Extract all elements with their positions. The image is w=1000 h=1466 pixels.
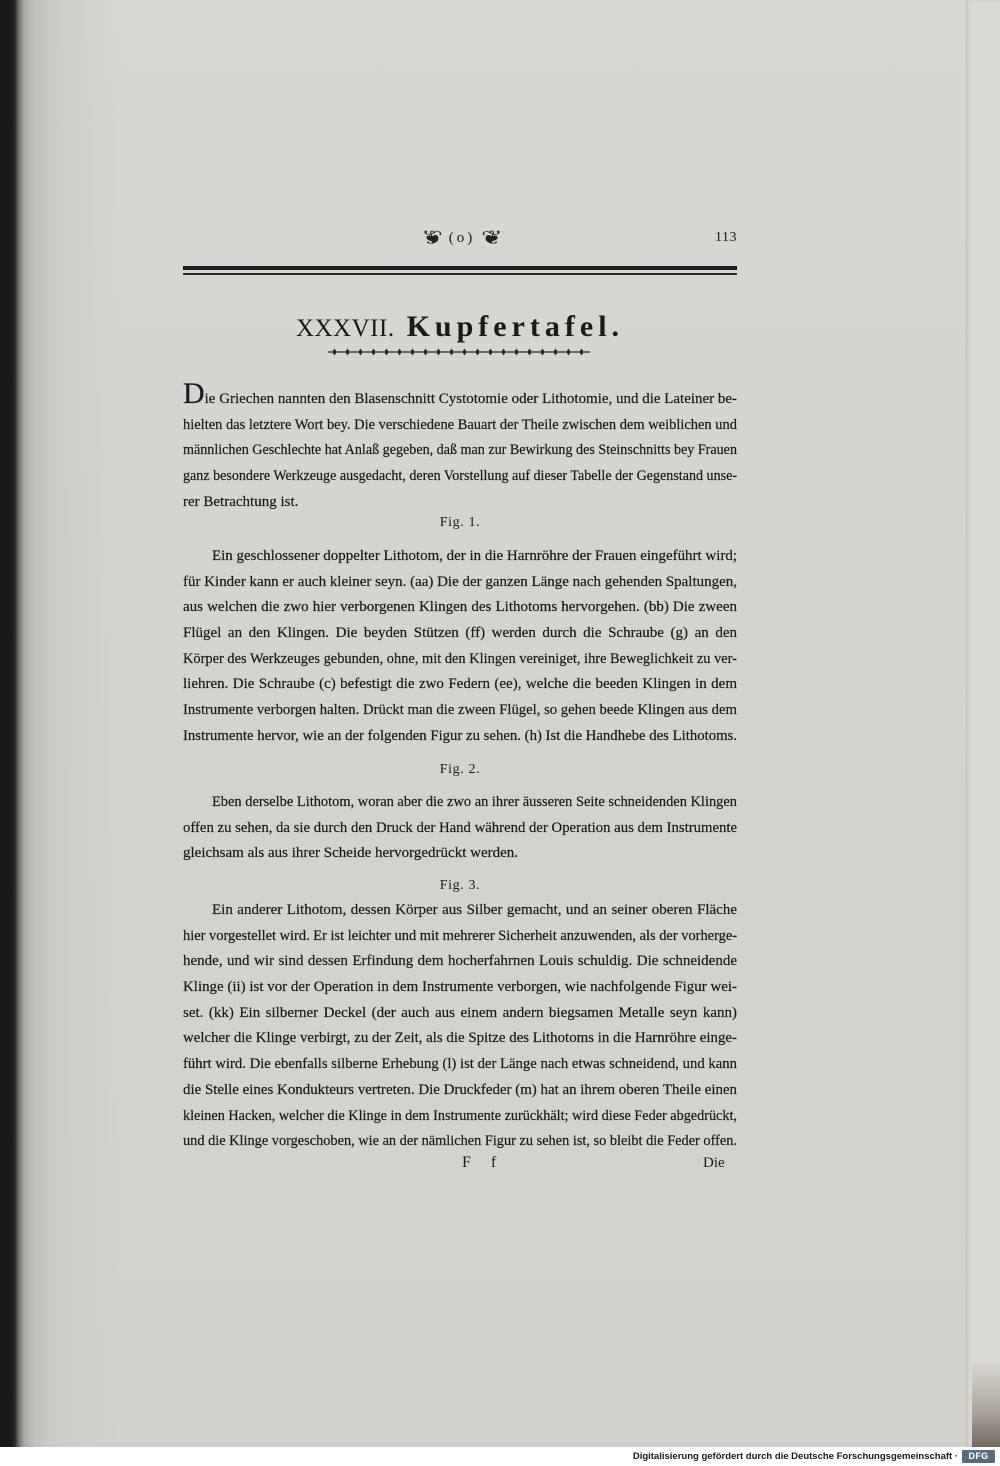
catchword: Die: [703, 1155, 725, 1171]
digitization-credit-text: Digitalisierung gefördert durch die Deutsche Forschungsgemeinschaft ·: [632, 1451, 958, 1462]
underlying-page-edge: [966, 0, 1000, 1447]
text-line: Instrumente verborgen halten. Drückt man die zween Flügel, so gehen beede Klingen aus dem: [183, 702, 737, 719]
figure-label: Fig. 1.: [439, 515, 481, 530]
text-line: hier vorgestellet wird. Er ist leichter und mit mehrerer Sicherheit anzuwenden, als der vorherge-: [183, 927, 738, 944]
paragraph-fig-3: [183, 898, 737, 1155]
text-line: offen zu sehen, da sie durch den Druck der Hand während der Operation aus dem Instrumente: [183, 819, 737, 836]
text-line: hende, und wir sind dessen Erfindung dem hocherfahrnen Louis schuldig. Die schneidende: [183, 953, 737, 970]
text-line: Instrumente hervor, wie an der folgenden Figur zu sehen. (h) Ist die Handhebe des Lithotoms.: [183, 727, 737, 744]
title-ornament-rule: [328, 347, 590, 357]
text-line: welcher die Klinge verbirgt, zu der Zeit, als die Spitze des Lithotoms in die Harnröhre einge-: [183, 1030, 737, 1047]
text-line: Klinge (ii) ist vor der Operation in dem Instrumente verborgen, wie nachfolgende Figur wei-: [183, 979, 738, 996]
text-line: set. (kk) Ein silberner Deckel (der auch aus einem andern biegsamen Metalle seyn kann): [183, 1004, 737, 1021]
paragraph-intro: [183, 377, 738, 515]
signature-mark: F f: [462, 1154, 505, 1171]
text-line: für Kinder kann er auch kleiner seyn. (aa) Die der ganzen Länge nach gehenden Spaltungen,: [183, 573, 737, 590]
running-head-text: (o): [448, 230, 476, 246]
text-line: hielten das letztere Wort bey. Die verschiedene Bauart der Theile zwischen dem weiblichen und: [183, 416, 737, 433]
paragraph-fig-2: [183, 790, 737, 867]
running-head-ornament: [396, 227, 528, 249]
text-line: Flügel an den Klingen. Die beyden Stützen (ff) werden durch die Schraube (g) an den: [183, 625, 737, 642]
text-line: die Stelle eines Kondukteurs vertreten. Die Druckfeder (m) hat an ihrem oberen Theile einen: [183, 1081, 738, 1098]
text-line: Ein anderer Lithotom, dessen Körper aus Silber gemacht, und an seiner oberen Fläche: [212, 902, 737, 918]
fleuron-icon: [421, 227, 442, 249]
fleuron-icon: [481, 227, 502, 249]
page-number: 113: [715, 230, 737, 245]
text-line: ganz besondere Werkzeuge ausgedacht, deren Vorstellung auf dieser Tabelle der Gegenstand unse-: [183, 468, 738, 485]
figure-label: Fig. 2.: [439, 762, 481, 777]
text-line: Die Griechen nannten den Blasenschnitt Cystotomie oder Lithotomie, und die Lateiner be-: [183, 377, 738, 410]
plate-number: XXXVII.: [295, 315, 395, 342]
text-line: führt wird. Die ebenfalls silberne Erhebung (l) ist der Länge nach etwas schneidend, und kann: [183, 1056, 737, 1073]
text-line: Eben derselbe Lithotom, woran aber die zwo an ihrer äusseren Seite schneidenden Klingen: [212, 794, 737, 810]
text-line: gleichsam als aus ihrer Scheide hervorgedrückt werden.: [183, 845, 519, 862]
text-line: rer Betrachtung ist.: [183, 493, 299, 510]
page-corner-shadow: [972, 1360, 1000, 1447]
digitization-credit-bar: [0, 1447, 1000, 1466]
text-line: Ein geschlossener doppelter Lithotom, der in die Harnröhre der Frauen eingeführt wird;: [212, 548, 737, 564]
figure-label: Fig. 3.: [439, 878, 481, 893]
text-line: aus welchen die zwo hier verborgenen Klingen des Lithotoms hervorgehen. (bb) Die zween: [183, 599, 737, 616]
plate-title: [183, 306, 737, 348]
dfg-logo: DFG: [962, 1450, 995, 1463]
book-binding-shadow: [0, 0, 120, 1447]
plate-word: Kupfertafel.: [406, 310, 625, 343]
text-line: und die Klinge vorgeschoben, wie an der nämlichen Figur zu sehen ist, so bleibt die Feder offen.: [183, 1133, 737, 1150]
header-rule-thick: [183, 266, 737, 270]
paragraph-fig-1: [183, 544, 737, 750]
text-line: liehren. Die Schraube (c) befestigt die zwo Federn (ee), welche die beeden Klingen in dem: [183, 676, 737, 693]
text-line: männlichen Geschlechte hat Anlaß gegeben, daß man zur Bewirkung des Steinschnitts bey Frauen: [183, 442, 737, 459]
text-line: Körper des Werkzeuges gebunden, ohne, mit den Klingen vereiniget, ihre Beweglichkeit zu ver-: [183, 650, 737, 667]
header-rule-thin: [183, 273, 737, 275]
text-line: kleinen Hacken, welcher die Klinge in dem Instrumente zurückhält; wird diese Feder abgedrückt,: [183, 1107, 737, 1124]
